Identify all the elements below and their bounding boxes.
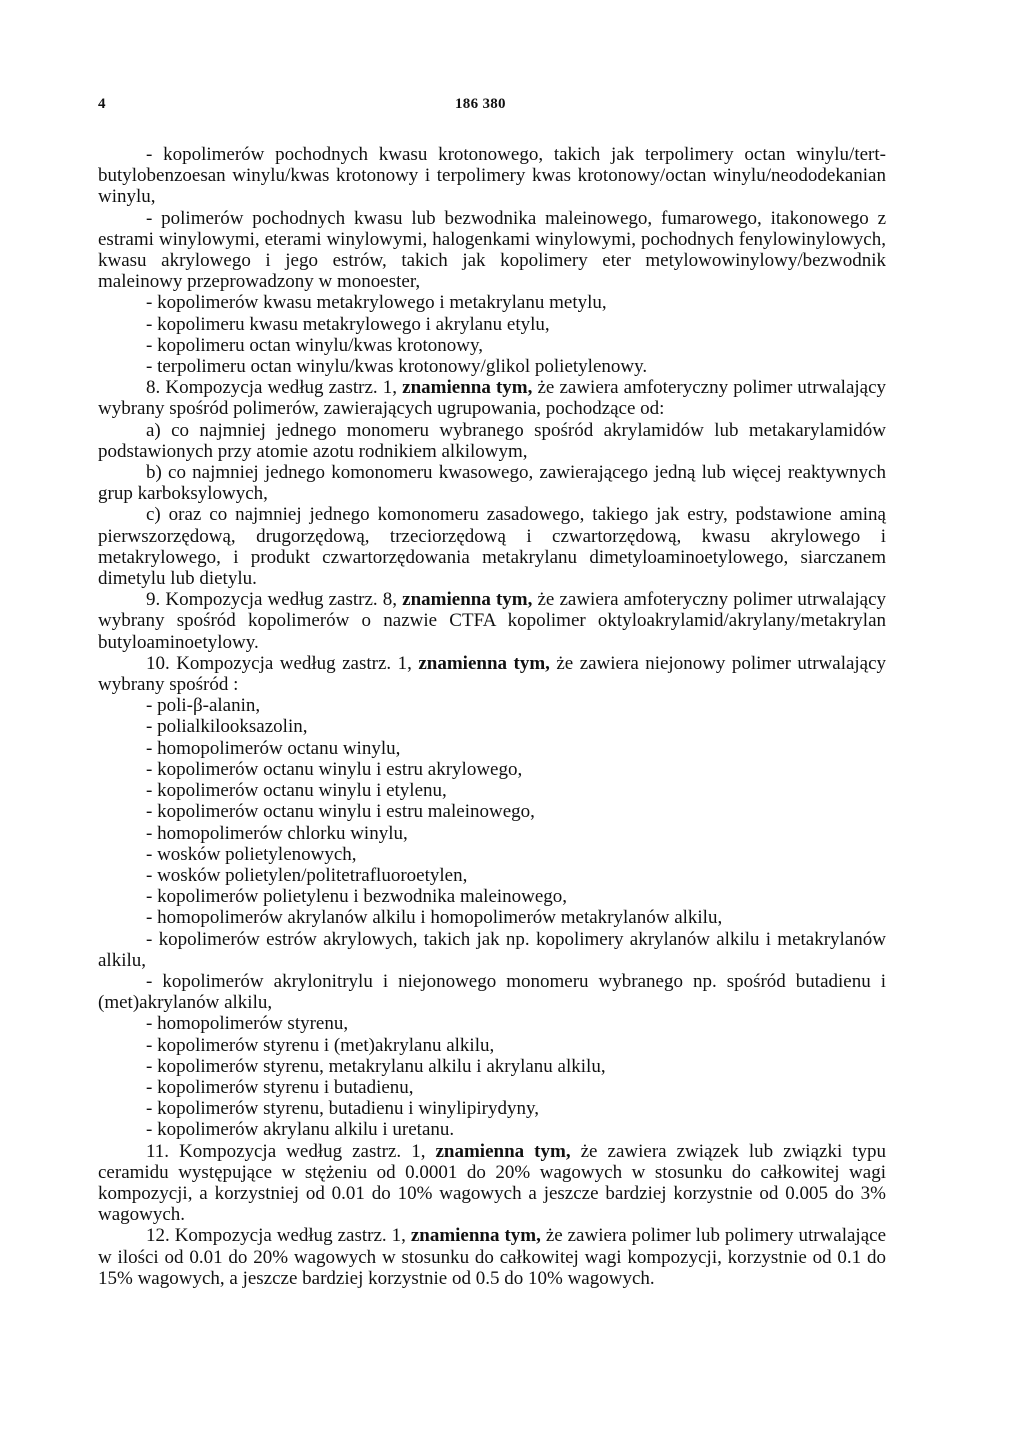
list-item: - kopolimeru octan winylu/kwas krotonowy, xyxy=(146,334,484,356)
claim-11-keyword: znamienna tym, xyxy=(435,1140,571,1162)
list-item: - kopolimerów styrenu i butadienu, xyxy=(146,1076,414,1098)
claim-12-keyword: znamienna tym, xyxy=(410,1225,541,1247)
claim-12 xyxy=(98,1225,886,1289)
list-item: - kopolimerów styrenu, metakrylanu alkilu i akrylanu alkilu, xyxy=(146,1055,606,1077)
document-body xyxy=(98,144,886,1289)
paragraph-maleic-polymers: - polimerów pochodnych kwasu lub bezwodnika maleinowego, fumarowego, itakonowego z estrami winylowymi, eterami winylowymi, halogenkami winylowymi, pochodnych fenylowinylowych, kwasu akrylowego i jego estrów, takich jak kopolimery eter metylowowinylowy/bezwodnik maleinowy przeprowadzony w monoester, xyxy=(98,207,886,293)
claim-10-keyword: znamienna tym, xyxy=(418,652,550,674)
claim-8-item-c: c) oraz co najmniej jednego komonomeru zasadowego, takiego jak estry, podstawione aminą pierwszorzędową, drugorzędową, trzeciorzędową i czwartorzędową, kwasu akrylowego i metakrylowego, i produkt czwartorzędowania metakrylanu dimetyloaminoetylowego, siarczanem dimetylu lub dietylu. xyxy=(98,504,886,590)
list-item: - homopolimerów akrylanów alkilu i homopolimerów metakrylanów alkilu, xyxy=(146,907,723,929)
claim-8-text: że zawiera amfoteryczny polimer utrwalający wybrany spośród polimerów, zawierających ugrupowania, pochodzące od: xyxy=(98,377,887,420)
list-item: - homopolimerów octanu winylu, xyxy=(146,737,401,759)
claim-9-lead: 9. Kompozycja według zastrz. 8, xyxy=(146,589,398,611)
claim-9-text: że zawiera amfoteryczny polimer utrwalający wybrany spośród kopolimerów o nazwie CTFA kopolimer oktyloakrylamid/akrylany/metakrylan butyloaminoetylowy. xyxy=(98,589,887,653)
list-item: - kopolimerów styrenu i (met)akrylanu alkilu, xyxy=(146,1034,495,1056)
claim-9 xyxy=(98,589,886,653)
paragraph-crotonic-copolymers: - kopolimerów pochodnych kwasu krotonowego, takich jak terpolimery octan winylu/tert-butylobenzoesan winylu/kwas krotonowy i terpolimery kwas krotonowy/octan winylu/neododekanian winylu, xyxy=(98,144,886,208)
claim-8-item-a: a) co najmniej jednego monomeru wybranego spośród akrylamidów lub metakarylamidów podstawionych przy atomie azotu rodnikiem alkilowym, xyxy=(98,419,886,462)
document-number: 186 380 xyxy=(455,96,506,112)
list-item: - wosków polietylen/politetrafluoroetylen, xyxy=(146,864,468,886)
list-item: - homopolimerów chlorku winylu, xyxy=(146,822,408,844)
claim-12-lead: 12. Kompozycja według zastrz. 1, xyxy=(146,1225,406,1247)
list-item: - kopolimerów polietylenu i bezwodnika maleinowego, xyxy=(146,886,568,908)
list-item: - kopolimerów akrylanu alkilu i uretanu. xyxy=(146,1119,455,1141)
claim-10 xyxy=(98,653,886,695)
list-item: - kopolimerów kwasu metakrylowego i metakrylanu metylu, xyxy=(146,292,607,314)
list-item: - kopolimeru kwasu metakrylowego i akrylanu etylu, xyxy=(146,313,550,335)
claim-8 xyxy=(98,377,886,419)
claim-12-text: że zawiera polimer lub polimery utrwalające w ilości od 0.01 do 20% wagowych w stosunku do całkowitej wagi kompozycji, korzystnie od 0.1 do 15% wagowych, a jeszcze bardziej korzystnie od 0.5 do 10% wagowych. xyxy=(98,1225,887,1289)
claim-8-item-b: b) co najmniej jednego komonomeru kwasowego, zawierającego jedną lub więcej reaktywnych grup karboksylowych, xyxy=(98,462,886,505)
list-item: - poli-β-alanin, xyxy=(146,695,261,717)
claim-8-lead: 8. Kompozycja według zastrz. 1, xyxy=(146,377,398,399)
list-item: - wosków polietylenowych, xyxy=(146,843,357,865)
list-item: - kopolimerów octanu winylu i estru akrylowego, xyxy=(146,758,523,780)
claim-11-text: że zawiera związek lub związki typu ceramidu występujące w stężeniu od 0.0001 do 20% wagowych w stosunku do całkowitej wagi kompozycji, a korzystniej od 0.01 do 10% wagowych a jeszcze bardziej korzystnie od 0.005 do 3% wagowych. xyxy=(98,1140,887,1226)
claim-8-keyword: znamienna tym, xyxy=(402,377,533,399)
claim-11 xyxy=(98,1141,886,1226)
list-item: - kopolimerów estrów akrylowych, takich jak np. kopolimery akrylanów alkilu i metakrylanów alkilu, xyxy=(98,928,886,971)
list-item: - polialkilooksazolin, xyxy=(146,716,308,738)
list-item: - kopolimerów styrenu, butadienu i winylipirydyny, xyxy=(146,1098,539,1120)
list-item: - terpolimeru octan winylu/kwas krotonowy/glikol polietylenowy. xyxy=(146,356,648,378)
claim-11-lead: 11. Kompozycja według zastrz. 1, xyxy=(146,1140,426,1162)
claim-9-keyword: znamienna tym, xyxy=(402,589,533,611)
page-number: 4 xyxy=(98,96,106,112)
claim-10-lead: 10. Kompozycja według zastrz. 1, xyxy=(146,652,412,674)
list-item: - homopolimerów styrenu, xyxy=(146,1013,349,1035)
claim-10-text: że zawiera niejonowy polimer utrwalający wybrany spośród : xyxy=(98,652,887,696)
list-item: - kopolimerów akrylonitrylu i niejonowego monomeru wybranego np. spośród butadienu i (met)akrylanów alkilu, xyxy=(98,970,886,1014)
list-item: - kopolimerów octanu winylu i etylenu, xyxy=(146,780,447,802)
list-item: - kopolimerów octanu winylu i estru maleinowego, xyxy=(146,801,535,823)
